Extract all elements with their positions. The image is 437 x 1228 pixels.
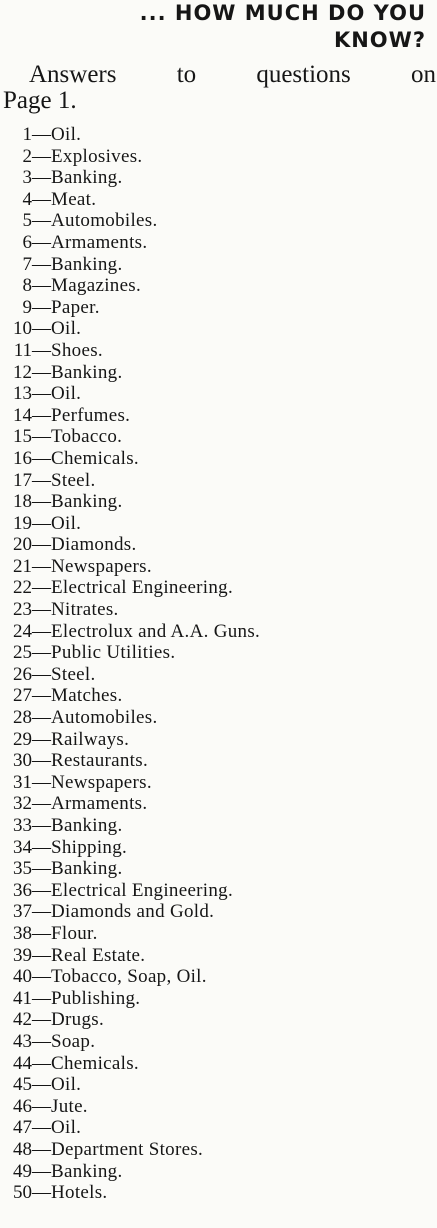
answer-item bbox=[0, 1096, 437, 1118]
answer-item bbox=[0, 923, 437, 945]
answer-separator: — bbox=[32, 944, 51, 966]
answer-item bbox=[0, 124, 437, 146]
answer-text: Shipping. bbox=[51, 836, 128, 858]
answer-item bbox=[0, 793, 437, 815]
answer-text: Oil. bbox=[51, 124, 82, 145]
answer-separator: — bbox=[32, 771, 51, 793]
answer-item bbox=[0, 1074, 437, 1096]
answer-number: 1 bbox=[22, 124, 32, 145]
answer-item bbox=[0, 275, 437, 297]
answer-number: 5 bbox=[22, 210, 32, 232]
answer-number: 8 bbox=[22, 275, 32, 297]
answer-separator: — bbox=[32, 318, 51, 340]
answer-text: Newspapers. bbox=[51, 555, 152, 577]
answer-item bbox=[0, 232, 437, 254]
answer-separator: — bbox=[32, 1160, 51, 1182]
answer-separator: — bbox=[32, 447, 51, 469]
answer-separator: — bbox=[32, 534, 51, 556]
answer-separator: — bbox=[32, 1117, 51, 1139]
answer-text: Armaments. bbox=[51, 793, 148, 815]
answer-number: 26 bbox=[13, 663, 32, 685]
answer-number: 11 bbox=[13, 339, 32, 361]
answer-number: 4 bbox=[22, 188, 32, 210]
answer-separator: — bbox=[32, 642, 51, 664]
answer-text: Shoes. bbox=[51, 339, 103, 361]
answer-text: Automobiles. bbox=[51, 707, 158, 729]
answer-number: 43 bbox=[13, 1030, 32, 1052]
answer-text: Real Estate. bbox=[51, 944, 146, 966]
answers-list bbox=[0, 124, 437, 1204]
answer-number: 17 bbox=[13, 469, 32, 491]
answer-text: Tobacco. bbox=[51, 426, 123, 448]
answer-item bbox=[0, 1161, 437, 1183]
answer-number: 24 bbox=[13, 620, 32, 642]
answer-separator: — bbox=[32, 124, 51, 145]
answer-item bbox=[0, 189, 437, 211]
answer-number: 13 bbox=[13, 383, 32, 405]
answer-item bbox=[0, 167, 437, 189]
answer-number: 49 bbox=[13, 1160, 32, 1182]
answer-number: 18 bbox=[13, 491, 32, 513]
answer-item bbox=[0, 880, 437, 902]
column-heading bbox=[0, 0, 426, 54]
answer-text: Steel. bbox=[51, 469, 96, 491]
answer-number: 12 bbox=[13, 361, 32, 383]
answer-text: Oil. bbox=[51, 318, 82, 340]
answer-separator: — bbox=[32, 987, 51, 1009]
answer-item bbox=[0, 297, 437, 319]
answer-text: Railways. bbox=[51, 728, 130, 750]
answer-text: Oil. bbox=[51, 1117, 82, 1139]
answer-item bbox=[0, 210, 437, 232]
intro-word: on bbox=[410, 61, 436, 88]
answer-item bbox=[0, 642, 437, 664]
answer-text: Banking. bbox=[51, 491, 123, 513]
answer-text: Explosives. bbox=[51, 145, 143, 167]
answer-number: 39 bbox=[13, 944, 32, 966]
answer-text: Banking. bbox=[51, 815, 123, 836]
answer-text: Automobiles. bbox=[51, 210, 158, 232]
answer-number: 50 bbox=[13, 1182, 32, 1204]
answer-item bbox=[0, 966, 437, 988]
answer-item bbox=[0, 448, 437, 470]
answer-number: 41 bbox=[13, 987, 32, 1009]
answer-item bbox=[0, 470, 437, 492]
answer-number: 10 bbox=[13, 318, 32, 340]
answer-separator: — bbox=[32, 663, 51, 685]
answer-text: Oil. bbox=[51, 1074, 82, 1096]
intro-line-2: Page 1. bbox=[3, 87, 77, 114]
answer-item bbox=[0, 1117, 437, 1139]
answer-separator: — bbox=[32, 858, 51, 880]
answer-number: 23 bbox=[13, 599, 32, 621]
intro-word: to bbox=[176, 61, 197, 88]
answer-number: 48 bbox=[13, 1138, 32, 1160]
answer-text: Paper. bbox=[51, 296, 100, 318]
answer-number: 20 bbox=[13, 534, 32, 556]
answer-separator: — bbox=[32, 1009, 51, 1031]
answer-number: 36 bbox=[13, 879, 32, 901]
answer-number: 42 bbox=[13, 1009, 32, 1031]
answer-separator: — bbox=[32, 793, 51, 815]
answer-text: Banking. bbox=[51, 1160, 123, 1182]
answer-text: Banking. bbox=[51, 253, 123, 275]
answer-number: 3 bbox=[22, 167, 32, 189]
answer-item bbox=[0, 362, 437, 384]
answer-number: 34 bbox=[13, 836, 32, 858]
answer-text: Diamonds and Gold. bbox=[51, 901, 215, 923]
answer-separator: — bbox=[32, 685, 51, 707]
answer-text: Diamonds. bbox=[51, 534, 137, 556]
answer-separator: — bbox=[32, 922, 51, 944]
answer-text: Soap. bbox=[51, 1030, 96, 1052]
answer-number: 47 bbox=[13, 1117, 32, 1139]
answer-item bbox=[0, 383, 437, 405]
answer-separator: — bbox=[32, 750, 51, 772]
answer-item bbox=[0, 577, 437, 599]
heading-line-2: KNOW? bbox=[333, 28, 426, 52]
answer-item bbox=[0, 1053, 437, 1075]
answer-separator: — bbox=[32, 188, 51, 210]
answer-text: Electrical Engineering. bbox=[51, 577, 234, 599]
answer-separator: — bbox=[32, 361, 51, 383]
answer-number: 16 bbox=[13, 447, 32, 469]
answer-text: Banking. bbox=[51, 858, 123, 880]
answer-text: Jute. bbox=[51, 1095, 88, 1117]
answer-text: Steel. bbox=[51, 663, 96, 685]
answer-text: Drugs. bbox=[51, 1009, 104, 1031]
answer-text: Public Utilities. bbox=[51, 642, 176, 664]
answer-separator: — bbox=[32, 555, 51, 577]
answer-item bbox=[0, 513, 437, 535]
answer-separator: — bbox=[32, 966, 51, 988]
answer-text: Armaments. bbox=[51, 231, 148, 253]
answer-item bbox=[0, 318, 437, 340]
answer-item bbox=[0, 664, 437, 686]
answer-number: 25 bbox=[13, 642, 32, 664]
answer-text: Oil. bbox=[51, 383, 82, 405]
answer-number: 19 bbox=[13, 512, 32, 534]
answer-separator: — bbox=[32, 599, 51, 621]
answer-number: 35 bbox=[13, 858, 32, 880]
answer-separator: — bbox=[32, 253, 51, 275]
answer-separator: — bbox=[32, 1030, 51, 1052]
answer-number: 21 bbox=[13, 555, 32, 577]
answer-item bbox=[0, 1139, 437, 1161]
answer-item bbox=[0, 621, 437, 643]
answer-text: Publishing. bbox=[51, 987, 141, 1009]
intro-line-1 bbox=[0, 62, 437, 88]
answer-number: 6 bbox=[22, 231, 32, 253]
answer-number: 7 bbox=[22, 253, 32, 275]
answer-number: 30 bbox=[13, 750, 32, 772]
answer-item bbox=[0, 901, 437, 923]
answer-text: Meat. bbox=[51, 188, 97, 210]
intro-word: questions bbox=[256, 61, 351, 88]
answer-item bbox=[0, 729, 437, 751]
answer-text: Nitrates. bbox=[51, 599, 119, 621]
answer-text: Banking. bbox=[51, 361, 123, 383]
answer-separator: — bbox=[32, 728, 51, 750]
answer-separator: — bbox=[32, 1052, 51, 1074]
answer-text: Banking. bbox=[51, 167, 123, 189]
answer-separator: — bbox=[32, 901, 51, 923]
answer-text: Perfumes. bbox=[51, 404, 131, 426]
answer-separator: — bbox=[32, 469, 51, 491]
answer-item bbox=[0, 534, 437, 556]
intro-paragraph bbox=[0, 62, 437, 114]
answer-text: Department Stores. bbox=[51, 1138, 204, 1160]
intro-word: Answers bbox=[29, 61, 117, 88]
answer-separator: — bbox=[32, 231, 51, 253]
answer-item bbox=[0, 685, 437, 707]
answer-separator: — bbox=[32, 145, 51, 167]
answer-number: 2 bbox=[22, 145, 32, 167]
answer-separator: — bbox=[32, 275, 51, 297]
answer-number: 40 bbox=[13, 966, 32, 988]
answer-separator: — bbox=[32, 836, 51, 858]
answer-number: 14 bbox=[13, 404, 32, 426]
answer-separator: — bbox=[32, 512, 51, 534]
answer-text: Electrolux and A.A. Guns. bbox=[51, 620, 261, 642]
answer-item bbox=[0, 945, 437, 967]
answer-number: 46 bbox=[13, 1095, 32, 1117]
answer-text: Hotels. bbox=[51, 1182, 108, 1204]
answer-item bbox=[0, 599, 437, 621]
answer-text: Magazines. bbox=[51, 275, 142, 297]
answer-item bbox=[0, 254, 437, 276]
answer-text: Newspapers. bbox=[51, 771, 152, 793]
answer-number: 44 bbox=[13, 1052, 32, 1074]
answer-separator: — bbox=[32, 707, 51, 729]
answer-number: 29 bbox=[13, 728, 32, 750]
answer-item bbox=[0, 815, 437, 837]
answer-item bbox=[0, 1182, 437, 1204]
answer-text: Chemicals. bbox=[51, 447, 139, 469]
answer-number: 31 bbox=[13, 771, 32, 793]
answer-text: Tobacco, Soap, Oil. bbox=[51, 966, 207, 988]
answer-item bbox=[0, 146, 437, 168]
answer-separator: — bbox=[32, 879, 51, 901]
answer-separator: — bbox=[32, 339, 51, 361]
answer-number: 33 bbox=[13, 815, 32, 836]
answer-separator: — bbox=[32, 491, 51, 513]
answer-separator: — bbox=[32, 620, 51, 642]
answer-item bbox=[0, 707, 437, 729]
answer-separator: — bbox=[32, 426, 51, 448]
answer-number: 38 bbox=[13, 922, 32, 944]
answer-number: 27 bbox=[13, 685, 32, 707]
answer-separator: — bbox=[32, 404, 51, 426]
answer-item bbox=[0, 556, 437, 578]
answer-item bbox=[0, 491, 437, 513]
answer-text: Restaurants. bbox=[51, 750, 148, 772]
answer-number: 37 bbox=[13, 901, 32, 923]
answer-item bbox=[0, 750, 437, 772]
answer-separator: — bbox=[32, 1138, 51, 1160]
answer-item bbox=[0, 1009, 437, 1031]
answer-item bbox=[0, 772, 437, 794]
answer-number: 28 bbox=[13, 707, 32, 729]
answer-item bbox=[0, 858, 437, 880]
answer-number: 22 bbox=[13, 577, 32, 599]
answer-text: Electrical Engineering. bbox=[51, 879, 234, 901]
answer-item bbox=[0, 426, 437, 448]
heading-line-1: ... HOW MUCH DO YOU bbox=[139, 1, 426, 25]
answer-separator: — bbox=[32, 1095, 51, 1117]
answer-separator: — bbox=[32, 296, 51, 318]
answer-item bbox=[0, 340, 437, 362]
answer-number: 32 bbox=[13, 793, 32, 815]
answer-number: 15 bbox=[13, 426, 32, 448]
answer-separator: — bbox=[32, 577, 51, 599]
answer-separator: — bbox=[32, 210, 51, 232]
answer-text: Chemicals. bbox=[51, 1052, 139, 1074]
answer-text: Oil. bbox=[51, 512, 82, 534]
answer-separator: — bbox=[32, 815, 51, 836]
answer-number: 9 bbox=[22, 296, 32, 318]
answer-item bbox=[0, 837, 437, 859]
answer-separator: — bbox=[32, 167, 51, 189]
answer-item bbox=[0, 988, 437, 1010]
answer-item bbox=[0, 1031, 437, 1053]
answer-number: 45 bbox=[13, 1074, 32, 1096]
answer-separator: — bbox=[32, 1182, 51, 1204]
answer-item bbox=[0, 405, 437, 427]
answer-separator: — bbox=[32, 383, 51, 405]
answer-text: Matches. bbox=[51, 685, 123, 707]
answer-text: Flour. bbox=[51, 922, 98, 944]
answer-separator: — bbox=[32, 1074, 51, 1096]
